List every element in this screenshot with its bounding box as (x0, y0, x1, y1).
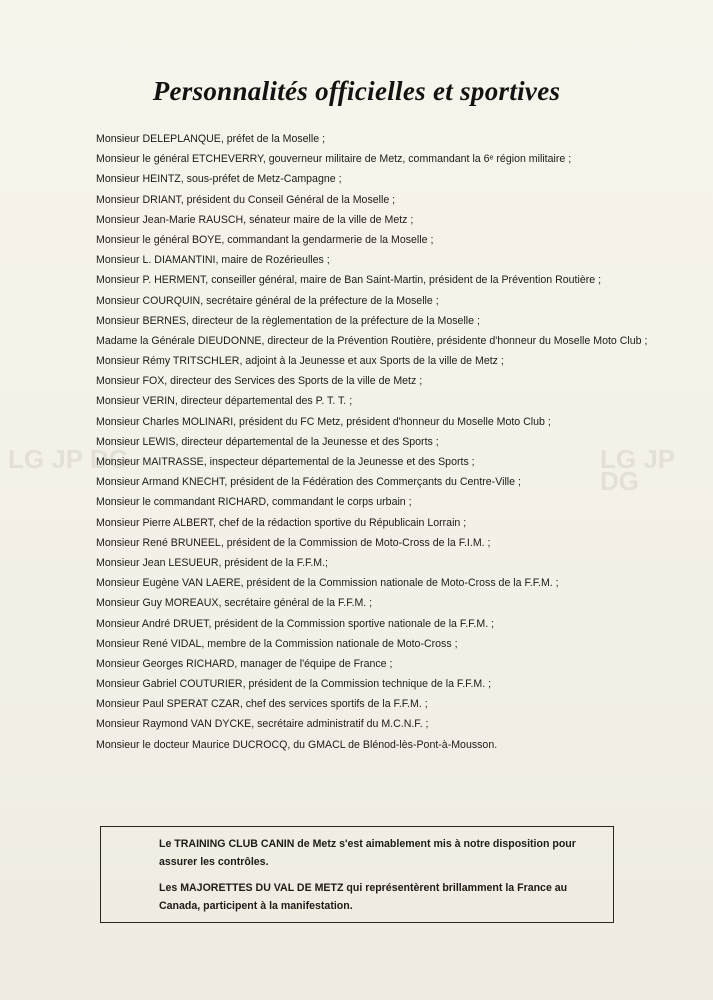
list-item: Monsieur BERNES, directeur de la règlementation de la préfecture de la Moselle ; (96, 314, 480, 327)
list-item: Monsieur Raymond VAN DYCKE, secrétaire administratif du M.C.N.F. ; (96, 718, 429, 731)
list-item: Monsieur L. DIAMANTINI, maire de Rozérieulles ; (96, 254, 330, 267)
list-item: Monsieur COURQUIN, secrétaire général de la préfecture de la Moselle ; (96, 294, 439, 307)
notice-paragraph-training-club: Le TRAINING CLUB CANIN de Metz s'est aimablement mis à notre disposition pour assurer les contrôles. (159, 838, 576, 868)
list-item: Monsieur René BRUNEEL, président de la Commission de Moto-Cross de la F.I.M. ; (96, 536, 491, 549)
list-item: Monsieur DELEPLANQUE, préfet de la Moselle ; (96, 133, 326, 145)
list-item: Monsieur VERIN, directeur départemental des P. T. T. ; (96, 395, 353, 408)
list-item: Monsieur Guy MOREAUX, secrétaire général de la F.F.M. ; (96, 597, 373, 610)
list-item: Monsieur Charles MOLINARI, président du FC Metz, président d'honneur du Moselle Moto Club ; (96, 415, 551, 428)
list-item: Monsieur LEWIS, directeur départemental de la Jeunesse et des Sports ; (96, 435, 439, 448)
list-item: Monsieur MAITRASSE, inspecteur départemental de la Jeunesse et des Sports ; (96, 456, 475, 468)
notice-paragraph-majorettes: Les MAJORETTES DU VAL DE METZ qui représentèrent brillamment la France au Canada, participent à la manifestation. (159, 882, 568, 912)
list-item: Monsieur Paul SPERAT CZAR, chef des services sportifs de la F.F.M. ; (96, 698, 428, 711)
list-item: Monsieur le général BOYE, commandant la gendarmerie de la Moselle ; (96, 233, 434, 246)
list-item: Monsieur FOX, directeur des Services des Sports de la ville de Metz ; (96, 375, 423, 388)
list-item: Monsieur Eugène VAN LAERE, président de la Commission nationale de Moto-Cross de la F.F.M. ; (96, 577, 559, 590)
list-item: Madame la Générale DIEUDONNE, directeur de la Prévention Routière, présidente d'honneur du Moselle Moto Club ; (96, 334, 648, 347)
list-item: Monsieur André DRUET, président de la Commission sportive nationale de la F.F.M. ; (96, 617, 495, 630)
list-item: Monsieur Jean-Marie RAUSCH, sénateur maire de la ville de Metz ; (96, 213, 414, 226)
list-item: Monsieur Jean LESUEUR, président de la F.F.M.; (96, 556, 328, 569)
page-title: Personnalités officielles et sportives (152, 76, 561, 106)
list-item: Monsieur le docteur Maurice DUCROCQ, du GMACL de Blénod-lès-Pont-à-Mousson. (96, 738, 498, 751)
list-item: Monsieur HEINTZ, sous-préfet de Metz-Campagne ; (96, 173, 342, 186)
list-item: Monsieur P. HERMENT, conseiller général, maire de Ban Saint-Martin, président de la Prévention Routière ; (96, 274, 602, 287)
list-item: Monsieur DRIANT, président du Conseil Général de la Moselle ; (96, 193, 396, 206)
notice-box (100, 826, 614, 923)
watermark-text: LG JP DG (8, 444, 129, 474)
list-item: Monsieur Gabriel COUTURIER, président de la Commission technique de la F.F.M. ; (96, 678, 492, 691)
watermark-text: LG JP DG (600, 444, 675, 496)
list-item: Monsieur Georges RICHARD, manager de l'équipe de France ; (96, 657, 393, 670)
personalities-list (96, 133, 656, 759)
list-item: Monsieur Pierre ALBERT, chef de la rédaction sportive du Républicain Lorrain ; (96, 516, 467, 529)
list-item: Monsieur le général ETCHEVERRY, gouverneur militaire de Metz, commandant la 6ᵉ région militaire ; (96, 153, 572, 166)
list-item: Monsieur le commandant RICHARD, commandant le corps urbain ; (96, 496, 412, 509)
list-item: Monsieur Rémy TRITSCHLER, adjoint à la Jeunesse et aux Sports de la ville de Metz ; (96, 355, 504, 368)
list-item: Monsieur René VIDAL, membre de la Commission nationale de Moto-Cross ; (96, 637, 458, 650)
list-item: Monsieur Armand KNECHT, président de la Fédération des Commerçants du Centre-Ville ; (96, 476, 521, 489)
